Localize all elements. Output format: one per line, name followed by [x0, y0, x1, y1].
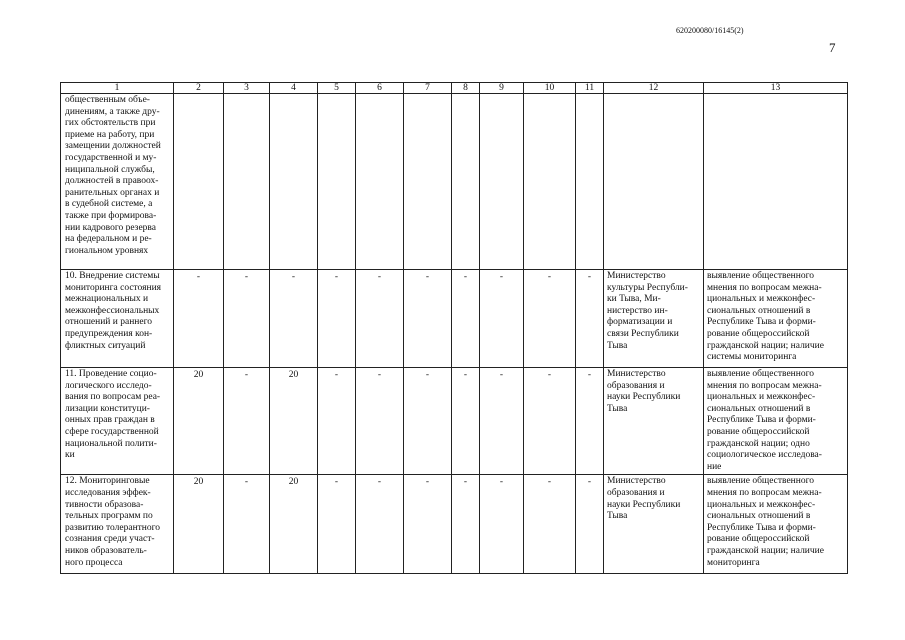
value-cell: -: [224, 368, 270, 475]
value-cell: 20: [270, 368, 318, 475]
result-cell: [704, 94, 848, 270]
column-header: 10: [524, 83, 576, 94]
value-cell: -: [404, 475, 452, 574]
value-cell: [318, 94, 356, 270]
value-cell: 20: [270, 475, 318, 574]
value-cell: [404, 94, 452, 270]
value-cell: -: [404, 368, 452, 475]
executor-cell: Министерство образования и науки Республики Тыва: [604, 368, 704, 475]
value-cell: [524, 94, 576, 270]
result-cell: выявление общественного мнения по вопросам межна- циональных и межконфес- сиональных отношений в Республике Тыва и форми- рование общероссийской гражданской нации; наличие мониторинга: [704, 475, 848, 574]
measure-cell: 11. Проведение социо- логического исследо- вания по вопросам реа- лизации конституци- онных прав граждан в сфере государственной национальной полити- ки: [61, 368, 174, 475]
value-cell: -: [224, 270, 270, 368]
value-cell: [224, 94, 270, 270]
value-cell: -: [318, 368, 356, 475]
column-number-row: [61, 83, 848, 94]
value-cell: -: [480, 475, 524, 574]
value-cell: -: [524, 368, 576, 475]
column-header: 12: [604, 83, 704, 94]
column-header: 2: [174, 83, 224, 94]
value-cell: -: [576, 475, 604, 574]
column-header: 4: [270, 83, 318, 94]
column-header: 6: [356, 83, 404, 94]
value-cell: 20: [174, 368, 224, 475]
value-cell: 20: [174, 475, 224, 574]
measure-cell: 12. Мониторинговые исследования эффек- тивности образова- тельных программ по развитию толерантного сознания среди участ- ников образователь- ного процесса: [61, 475, 174, 574]
value-cell: -: [480, 270, 524, 368]
value-cell: -: [480, 368, 524, 475]
table-row: [61, 368, 848, 475]
column-header: 5: [318, 83, 356, 94]
value-cell: -: [174, 270, 224, 368]
value-cell: -: [356, 368, 404, 475]
value-cell: -: [356, 475, 404, 574]
column-header: 1: [61, 83, 174, 94]
value-cell: -: [452, 368, 480, 475]
value-cell: -: [404, 270, 452, 368]
measure-cell: общественным объе- динениям, а также дру- гих обстоятельств при приеме на работу, при замещении должностей государственной и му- ниципальной службы, должностей в правоох- ранительных органах и в судебной системе, а также при формирова- нии кадрового резерва на федеральном и ре- гиональном уровнях: [61, 94, 174, 270]
value-cell: [452, 94, 480, 270]
column-header: 8: [452, 83, 480, 94]
table-row: [61, 475, 848, 574]
measure-cell: 10. Внедрение системы мониторинга состояния межнациональных и межконфессиональных отношений и раннего предупреждения кон- фликтных ситуаций: [61, 270, 174, 368]
executor-cell: Министерство культуры Республи- ки Тыва, Ми- нистерство ин- форматизации и связи Республики Тыва: [604, 270, 704, 368]
value-cell: -: [576, 270, 604, 368]
executor-cell: Министерство образования и науки Республики Тыва: [604, 475, 704, 574]
plan-table: [60, 82, 848, 574]
value-cell: -: [224, 475, 270, 574]
value-cell: -: [452, 475, 480, 574]
value-cell: -: [270, 270, 318, 368]
value-cell: -: [452, 270, 480, 368]
table-row: [61, 94, 848, 270]
value-cell: -: [356, 270, 404, 368]
executor-cell: [604, 94, 704, 270]
column-header: 9: [480, 83, 524, 94]
value-cell: -: [318, 475, 356, 574]
page-number: 7: [829, 40, 836, 55]
value-cell: -: [524, 475, 576, 574]
column-header: 13: [704, 83, 848, 94]
value-cell: [174, 94, 224, 270]
table-row: [61, 270, 848, 368]
value-cell: [356, 94, 404, 270]
column-header: 7: [404, 83, 452, 94]
value-cell: [270, 94, 318, 270]
value-cell: [576, 94, 604, 270]
document-code: 620200080/16145(2): [676, 26, 744, 35]
column-header: 3: [224, 83, 270, 94]
result-cell: выявление общественного мнения по вопросам межна- циональных и межконфес- сиональных отношений в Республике Тыва и форми- рование общероссийской гражданской нации; наличие системы мониторинга: [704, 270, 848, 368]
value-cell: -: [524, 270, 576, 368]
value-cell: -: [318, 270, 356, 368]
value-cell: [480, 94, 524, 270]
result-cell: выявление общественного мнения по вопросам межна- циональных и межконфес- сиональных отношений в Республике Тыва и форми- рование общероссийской гражданской нации; одно социологическое исследова- ние: [704, 368, 848, 475]
column-header: 11: [576, 83, 604, 94]
value-cell: -: [576, 368, 604, 475]
